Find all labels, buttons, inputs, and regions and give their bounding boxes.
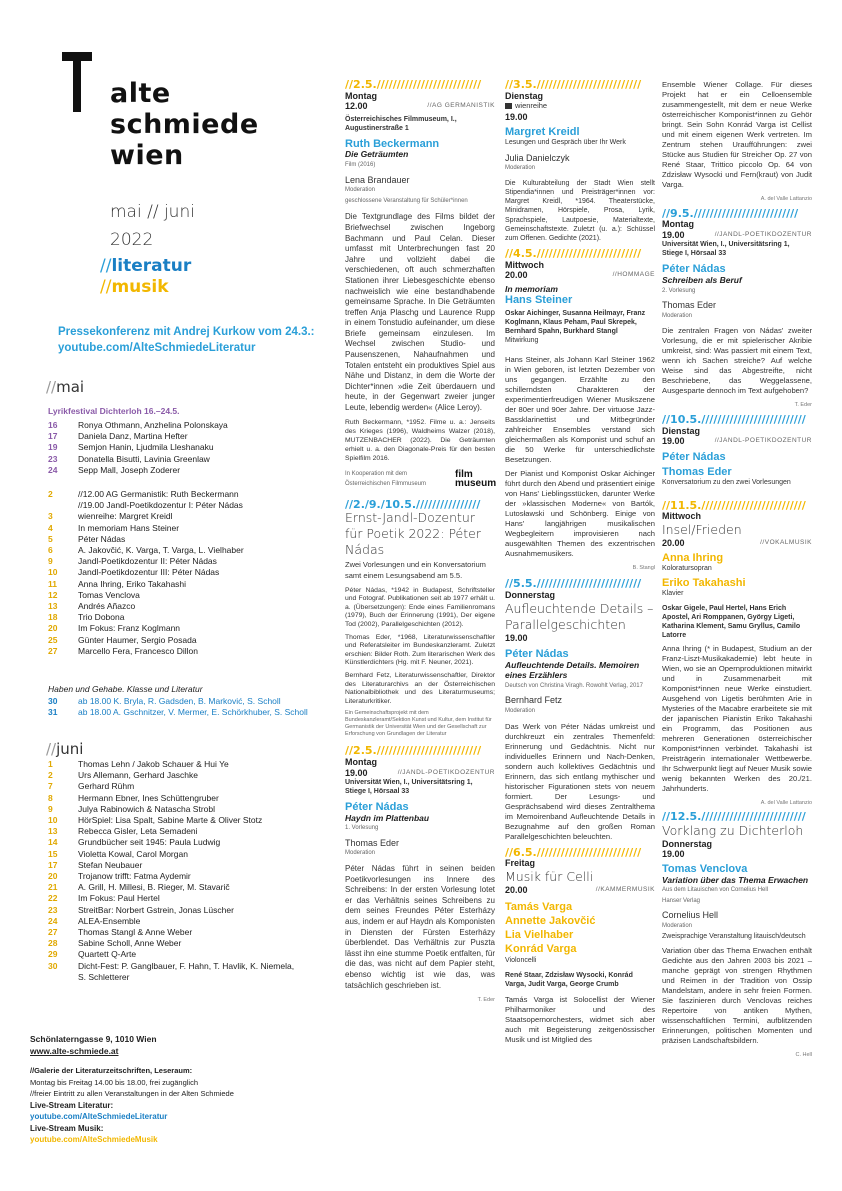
- list-item-text: Thomas Lehn / Jakob Schauer & Hui Ye: [78, 759, 229, 769]
- list-item-text: Dicht-Fest: P. Ganglbauer, F. Hahn, T. Havlik, K. Niemela,: [78, 960, 295, 971]
- festival-title: Lyrikfestival Dichterloh 16.–24.5.: [48, 406, 180, 416]
- list-item-date: 7: [48, 781, 53, 792]
- footer: Schönlaterngasse 9, 1010 Wien www.alte-schmiede.at //Galerie der Literaturzeitschriften, Leseraum: Montag bis Freitag 14.00 bis 18.00, frei zugänglich //freier Eintritt zu allen Veranstaltungen in der Alten Schmiede Live-Stream Literatur: youtube.com/AlteSchmiedeLiteratur Live-Stream Musik: youtube.com/AlteSchmiedeMusik: [30, 1034, 234, 1144]
- press-link[interactable]: youtube.com/AlteSchmiedeLiteratur: [58, 342, 256, 354]
- juni-heading: //juni: [46, 740, 84, 758]
- list-item-text: S. Schletterer: [78, 971, 130, 982]
- list-item-text: Marcello Fera, Francesco Dillon: [78, 645, 198, 656]
- logo-line: wien: [110, 140, 184, 171]
- column-2: //2.5.////////////////////////// Montag 12.00 //AG GERMANISTIK Österreichisches Filmmuseum, I., Augustinerstraße 1 Ruth Beckermann Die Geträumten Film (2016) Lena Brandauer Moderation geschlossene Veranstaltung für Schüler*innen Die Textgrundlage des Films bildet der Briefwechsel zwischen Ingeborg Bachmann und Paul Celan. Dieser umfasst mit Unterbrechungen fast 20 Jahre und vollzieht dabei die verschiedenen, oft auch schmerzhaften Stationen ihrer Liebesgeschichte ebenso nachweislich wie eine bestandhabende gemeinsame Sprache. In Die Geträumten treffen Anja Plaschg und Laurence Rupp in einem Tonstudio aufeinander, um diese Briefe gemeinsam einzulesen. Im Wechsel zwischen Studio- und Pausenszenen, Nahaufnahmen und Totalen entsteht ein produktives Spiel aus Nähe und Distanz, in dem die Worte der Dichter*innen »die Zeit überdauern und heute, in der Gegenwart zweier junger Leute, lebendig werden« (Alice Leroy). Ruth Beckermann, *1952. Filme u. a.: Jenseits des Krieges (1996), Waldheims Walzer (2018), MUTZENBACHER (2022). Die Geträumten erhielt u. a. den Diagonale-Preis für den besten Spielfilm 2016. In Kooperation mit dem Österreichischen Filmmuseum film museum //2./9./10.5.//////////////// Ernst-Jandl-Dozentur für Poetik 2022: Péter Nádas Zwei Vorlesungen und ein Konversatorium samt einem Lesungsabend am 5.5. Péter Nádas, *1942 in Budapest, Schriftsteller und Fotograf. Publikationen seit ab 1977 erhält u. a. (Übersetzungen): Ende eines Familienromans (1979), Buch der Erinnerung (1991), Der eigene Tod (2002), Parallelgeschichten (2012). Thomas Eder, *1968, Literaturwissenschaftler und Referatsleiter im Bundeskanzleramt. Zuletzt erschien: Bilder Roth. Zum literarischen Werk des Künstlerdichters (Hg. mit F. Neuner, 2021). Bernhard Fetz, Literaturwissenschaftler, Direktor des Literaturarchivs an der Österreichischen Nationalbibliothek und des Literaturmuseums; Literaturkritiker. Ein Gemeinschaftsprojekt mit dem Bundeskanzleramt/Sektion Kunst und Kultur, dem Institut für Germanistik der Universität Wien und der Gesellschaft zur Erforschung von Grundlagen der Literatur //2.5.////////////////////////// Montag 19.00 //JANDL-POETIKDOZENTUR Universität Wien, I., Universitätsring 1, Stiege I, Hörsaal 33 Péter Nádas Haydn im Plattenbau 1. Vorlesung Thomas Eder Moderation Péter Nádas führt in seinen beiden Poetikvorlesungen ins Innere des Schreibens: In der ersten Vorlesung lotet er das Verhältnis seines Schreibens zu dem seines Freundes Péter Esterházy aus, indem er auf Haydn als Komponisten in Diensten der Fürsten Esterházy überblendet. Das Verhältnis zur Puszta lässt ihn eine stumme Poetik entfalten, für die das, was nicht auf dem Papier steht, ebenso wichtig ist wie das, was tatsächlich geschrieben ist. T. Eder: [345, 80, 497, 1004]
- list-item-text: Ronya Othmann, Anzhelina Polonskaya: [78, 420, 228, 430]
- list-item: [48, 489, 244, 500]
- list-item: [48, 612, 244, 623]
- list-item: [48, 556, 244, 567]
- list-item-text: HörSpiel: Lisa Spalt, Sabine Marte & Oliver Stotz: [78, 815, 263, 826]
- list-item-text: Trio Dobona: [78, 612, 125, 623]
- list-item-text: Hermann Ebner, Ines Schüttengruber: [78, 792, 219, 803]
- list-item-text: //12.00 AG Germanistik: Ruth Beckermann: [78, 489, 239, 499]
- list-item: [48, 770, 294, 781]
- list-item: [48, 545, 244, 556]
- list-item: [48, 905, 294, 916]
- livestream-literatur-link[interactable]: youtube.com/AlteSchmiedeLiteratur: [30, 1112, 168, 1121]
- wienreihe-icon: [505, 103, 512, 109]
- column-4: Ensemble Wiener Collage. Für dieses Projekt hat er ein Celloensemble zusammengestellt, mit dem er neue Werke österreichischer Komponist*innen zu Gehör bringt. Sein Sohn Konrád Varga ist Cellist und mit einem eigenen Werk vertreten. Im Zentrum stehen Uraufführungen: zwei Stücke aus Studien für Streicher Op. 27 von René Staar, Trittico piccolo Op. 64 von Zdzisław Wysocki und Fern(kraut) von Judit Varga. A. del Valle Lattanzio //9.5.////////////////////////// Montag 19.00 //JANDL-POETIKDOZENTUR Universität Wien, I., Universitätsring 1, Stiege I, Hörsaal 33 Péter Nádas Schreiben als Beruf 2. Vorlesung Thomas Eder Moderation Die zentralen Fragen von Nádas' zweiter Vorlesung, die er mit spielerischer Akribie umkreist, sind: Was passiert mit einem Text, wenn ich Sachen streiche? Auf welche Weise sind das Abgestreifte, nicht Beschriebene, das Weggelassene, Ausgesparte dennoch im Text aufgehoben? T. Eder //10.5.////////////////////////// Dienstag 19.00 //JANDL-POETIKDOZENTUR Péter Nádas Thomas Eder Konversatorium zu den zwei Vorlesungen //11.5.////////////////////////// Mittwoch Insel/Frieden 20.00 //VOKALMUSIK Anna Ihring Koloratursopran Eriko Takahashi Klavier Oskar Gigele, Paul Hertel, Hans Erich Apostel, Ari Romppanen, György Ligeti, Katharina Klement, Samu Gryllus, Camilo Latorre Anna Ihring (* in Budapest, Studium an der Franz-Liszt-Musikakademie) lebt heute in Wien, wo sie an Opernproduktionen mitwirkt und in Zusammenarbeit mit Komponist*innen neue Werke einstudiert. Ausgehend von Ligetis berühmten Arie in Mysteries of the Macabre erarbeitete sie mit der japanischen Pianistin Eriko Takahashi ein Programm, das Positionen aus mehreren Generationen österreichischer Komponist*innen verbindet. Takahashi ist Preisträgerin internationaler Wettbewerbe. Ihr Schwerpunkt liegt auf Neuer Musik sowie wenig bekannten Werken des 20./21. Jahrhunderts. A. del Valle Lattanzio //12.5.////////////////////////// Vorklang zu Dichterloh Donnerstag 19.00 Tomas Venclova Variation über das Thema Erwachen Aus dem Litauischen von Cornelius Hell Hanser Verlag Cornelius Hell Moderation Zweisprachige Veranstaltung litauisch/deutsch Variation über das Thema Erwachen enthält Gedichte aus den Jahren 2003 bis 2021 – manche geprägt von strengen Rhythmen und Reimen in der Tradition von Ossip Mandelstam, andere in sehr freien Formen. Sie faszinieren durch Venclovas reiches Repertoire von antiken Mythen, wissenschaftlichen Termini, aufblitzenden Erinnerungen, politischen Momenten und präzisen Landschaftsbildern. C. Hell: [662, 80, 812, 1059]
- list-item-date: 13: [48, 826, 58, 837]
- list-item-date: [48, 972, 78, 983]
- list-item: [48, 646, 244, 657]
- logo-line: schmiede: [110, 109, 259, 140]
- list-item-text: Thomas Stangl & Anne Weber: [78, 927, 193, 938]
- list-item-text: Daniela Danz, Martina Hefter: [78, 431, 188, 442]
- list-item: [48, 849, 294, 860]
- list-item-date: 5: [48, 533, 53, 544]
- period-year: 2022: [110, 230, 154, 250]
- list-item: [48, 511, 244, 522]
- list-item-date: 17: [48, 431, 58, 442]
- list-item-date: 29: [48, 949, 58, 960]
- list-item: [48, 826, 294, 837]
- list-item-date: 9: [48, 556, 53, 567]
- list-item: [48, 579, 244, 590]
- logo: [110, 78, 259, 171]
- list-item: [48, 601, 244, 612]
- category-literatur: literatur: [111, 256, 192, 276]
- haben-title: Haben und Gehabe. Klasse und Literatur: [48, 684, 203, 694]
- list-item: [48, 837, 294, 848]
- list-item-text: Jandl-Poetikdozentur II: Péter Nádas: [78, 556, 217, 567]
- list-item-text: //19.00 Jandl-Poetikdozentur I: Péter Nádas: [78, 500, 243, 511]
- list-item-text: Gerhard Rühm: [78, 781, 135, 792]
- list-item: [48, 916, 294, 927]
- list-item-text: Semjon Hanin, Ljudmila Lleshanaku: [78, 442, 214, 453]
- list-item-date: 28: [48, 938, 58, 949]
- event-name: Ruth Beckermann: [345, 137, 440, 150]
- list-item-date: 24: [48, 915, 58, 926]
- list-item-date: 20: [48, 871, 58, 882]
- list-item-date: 23: [48, 904, 58, 915]
- period-months: mai // juni: [110, 202, 195, 222]
- list-item-text: Andrés Añazco: [78, 601, 136, 612]
- press-conference: Pressekonferenz mit Andrej Kurkow vom 24.3.: youtube.com/AlteSchmiedeLiteratur: [58, 326, 315, 354]
- list-item: [48, 534, 244, 545]
- list-item-text: Urs Allemann, Gerhard Jaschke: [78, 770, 198, 781]
- list-item: [48, 961, 294, 972]
- list-item-date: 20: [48, 623, 58, 634]
- event-date: //2.5.//////////////////////////: [345, 80, 482, 91]
- list-item-date: 1: [48, 759, 53, 769]
- list-item-text: Sabine Scholl, Anne Weber: [78, 938, 182, 949]
- list-item: [48, 707, 308, 718]
- list-item-text: Julya Rabinowich & Natascha Strobl: [78, 803, 216, 814]
- list-item-text: Trojanow trifft: Fatma Aydemir: [78, 871, 191, 882]
- list-item-date: 23: [48, 453, 58, 464]
- list-item-date: 14: [48, 837, 58, 848]
- list-item-text: Stefan Neubauer: [78, 859, 143, 870]
- list-item-date: 22: [48, 893, 58, 904]
- list-item-text: Quartett Q-Arte: [78, 949, 137, 960]
- juni-list: [48, 759, 294, 983]
- list-item-date: 16: [48, 420, 58, 430]
- list-item-text: wienreihe: Margret Kreidl: [78, 511, 173, 522]
- list-item-text: A. Grill, H. Millesi, B. Rieger, M. Stavarič: [78, 882, 230, 893]
- list-item: [48, 431, 228, 442]
- list-item: [48, 781, 294, 792]
- list-item-date: 9: [48, 803, 53, 814]
- list-item: [48, 623, 244, 634]
- list-item-text: StreitBar: Norbert Gstrein, Jonas Lüscher: [78, 904, 234, 915]
- list-item-date: 10: [48, 815, 58, 826]
- mai-heading: //mai: [46, 378, 85, 396]
- list-item: [48, 635, 244, 646]
- list-item: [48, 927, 294, 938]
- festival-list: [48, 420, 228, 476]
- list-item-date: 12: [48, 589, 58, 600]
- website-link[interactable]: www.alte-schmiede.at: [30, 1045, 119, 1056]
- filmmuseum-logo: film museum: [455, 469, 497, 490]
- list-item: [48, 523, 244, 534]
- address: Schönlaterngasse 9, 1010 Wien: [30, 1034, 157, 1044]
- list-item-text: ALEA-Ensemble: [78, 915, 141, 926]
- list-item-text: A. Jakovčić, K. Varga, T. Varga, L. Vielhaber: [78, 545, 244, 556]
- list-item: [48, 815, 294, 826]
- list-item-text: Sepp Mall, Joseph Zoderer: [78, 464, 181, 475]
- column-3: //3.5.////////////////////////// Dienstag wienreihe 19.00 Margret Kreidl Lesungen und Gespräch über Ihr Werk Julia Danielczyk Moderation Die Kulturabteilung der Stadt Wien stellt Stipendia*innen und Preisträger*innen vor: Margret Kreidl, *1964. Theaterstücke, Minidramen, Hörspiele, Prosa, Lyrik, Sprachspiele, Lautpoesie, Materialtexte, Gemeinschaftstexte. Zuletzt (u. a.): Schüssel zum Offenen. Gedichte (2021). //4.5.////////////////////////// Mittwoch 20.00 //HOMMAGE In memoriam Hans Steiner Oskar Aichinger, Susanna Heilmayr, Franz Koglmann, Klaus Peham, Paul Skrepek, Bernhard Spahn, Burkhard Stangl Mitwirkung Hans Steiner, als Johann Karl Steiner 1962 in Wien geboren, ist letzten Dezember von uns gegangen. Erzählte zu den schillerndsten Charakteren der experimentierfreudigen Wiener Musikszene der 80er und 90er Jahre. Der virtuose Jazz-Bassklarinettist und Mitbegründer zahlreicher Ensembles verstand sich gleichermaßen als Komponist und schuf an die 50 Werke für unterschiedlichste Besetzungen. Der Pianist und Komponist Oskar Aichinger führt durch den Abend und präsentiert einige von Hans' Lieblingsstücken, darunter Werke der »klassischen Moderne« von Bartók, Lutosławski und Schönberg. Einige von Hans' langjährigen musikalischen Wegbegleitern improvisieren nach ausgewählten Themen des exzentrischen Ausnahmemusikers. B. Stangl //5.5.////////////////////////// Donnerstag Aufleuchtende Details – Parallelgeschichten 19.00 Péter Nádas Aufleuchtende Details. Memoiren eines Erzählers Deutsch von Christina Viragh. Rowohlt Verlag, 2017 Bernhard Fetz Moderation Das Werk von Péter Nádas umkreist und durchkreuzt ein zentrales Themenfeld: Erinnerung und Gedächtnis. Nicht nur individuelles Erinnern und Nach-Denken, sondern auch kollektives Gedächtnis und Erinnern, das sich entlang mythischer und historischer Figurationen stets von neuem formiert. Der Lesungs- und Gesprächsabend wird dieses Zentralthema im Memoirenband Aufleuchtende Details in Bezugnahme auf den großen Roman Parallelgeschichten beleuchten. //6.5.////////////////////////// Freitag Musik für Celli 20.00 //KAMMERMUSIK Tamás Varga Annette Jakovčić Lia Vielhaber Konrád Varga Violoncelli René Staar, Zdzisław Wysocki, Konrád Varga, Judit Varga, George Crumb Tamás Varga ist Solocellist der Wiener Philharmoniker und des Staatsopernorchesters, widmet sich aber auch mit Begeisterung zeitgenössischer Musik und ist Mitglied des: [505, 80, 655, 1045]
- list-item-date: [48, 500, 78, 511]
- livestream-musik-link[interactable]: youtube.com/AlteSchmiedeMusik: [30, 1135, 158, 1144]
- list-item-text: Rebecca Gisler, Leta Semadeni: [78, 826, 198, 837]
- list-item-date: 30: [48, 696, 58, 706]
- mai-list: [48, 489, 244, 657]
- list-item: [48, 696, 308, 707]
- list-item-date: 3: [48, 511, 53, 522]
- list-item: [48, 804, 294, 815]
- logo-t-icon: [62, 52, 92, 112]
- list-item: [48, 567, 244, 578]
- list-item: [48, 893, 294, 904]
- list-item: [48, 442, 228, 453]
- list-item: [48, 759, 294, 770]
- list-item-text: Donatella Bisutti, Lavinia Greenlaw: [78, 453, 210, 464]
- list-item-date: 17: [48, 859, 58, 870]
- category-musik: musik: [111, 277, 169, 297]
- list-item-text: ab 18.00 K. Bryla, R. Gadsden, B. Marković, S. Scholl: [78, 696, 281, 706]
- list-item: [48, 590, 244, 601]
- list-item-date: 10: [48, 567, 58, 578]
- list-item: [48, 972, 294, 983]
- list-item: [48, 420, 228, 431]
- list-item-text: Anna Ihring, Eriko Takahashi: [78, 578, 187, 589]
- list-item: [48, 949, 294, 960]
- list-item-date: 2: [48, 489, 53, 499]
- list-item-date: 24: [48, 464, 58, 475]
- period: [110, 198, 195, 254]
- list-item-date: 4: [48, 522, 53, 533]
- list-item-date: 21: [48, 882, 58, 893]
- list-item-text: Jandl-Poetikdozentur III: Péter Nádas: [78, 567, 220, 578]
- list-item-date: 11: [48, 578, 57, 589]
- list-item-date: 30: [48, 960, 58, 971]
- list-item-text: Im Fokus: Paul Hertel: [78, 893, 160, 904]
- list-item-text: Grundbücher seit 1945: Paula Ludwig: [78, 837, 221, 848]
- list-item: [48, 938, 294, 949]
- list-item: [48, 454, 228, 465]
- list-item: [48, 882, 294, 893]
- list-item-date: 25: [48, 634, 58, 645]
- list-item: [48, 793, 294, 804]
- list-item-date: 31: [48, 707, 58, 718]
- list-item: [48, 860, 294, 871]
- list-item-date: 8: [48, 792, 53, 803]
- list-item-date: 6: [48, 545, 53, 556]
- categories: //literatur //musik: [100, 256, 192, 297]
- list-item-date: 27: [48, 927, 58, 938]
- list-item-date: 15: [48, 848, 58, 859]
- list-item-text: Violetta Kowal, Carol Morgan: [78, 848, 188, 859]
- list-item-text: Tomas Venclova: [78, 589, 140, 600]
- list-item: [48, 465, 228, 476]
- list-item-date: 13: [48, 601, 58, 612]
- list-item-text: In memoriam Hans Steiner: [78, 522, 180, 533]
- haben-list: [48, 696, 308, 718]
- list-item: [48, 871, 294, 882]
- list-item-date: 27: [48, 645, 58, 656]
- list-item: [48, 500, 244, 511]
- list-item-date: 2: [48, 770, 53, 781]
- list-item-text: Im Fokus: Franz Koglmann: [78, 623, 181, 634]
- list-item-text: ab 18.00 A. Gschnitzer, V. Mermer, E. Schörkhuber, S. Scholl: [78, 707, 308, 718]
- list-item-date: 18: [48, 612, 58, 623]
- list-item-text: Günter Haumer, Sergio Posada: [78, 634, 197, 645]
- list-item-date: 19: [48, 442, 58, 453]
- logo-line: alte: [110, 78, 171, 109]
- list-item-text: Péter Nádas: [78, 533, 126, 544]
